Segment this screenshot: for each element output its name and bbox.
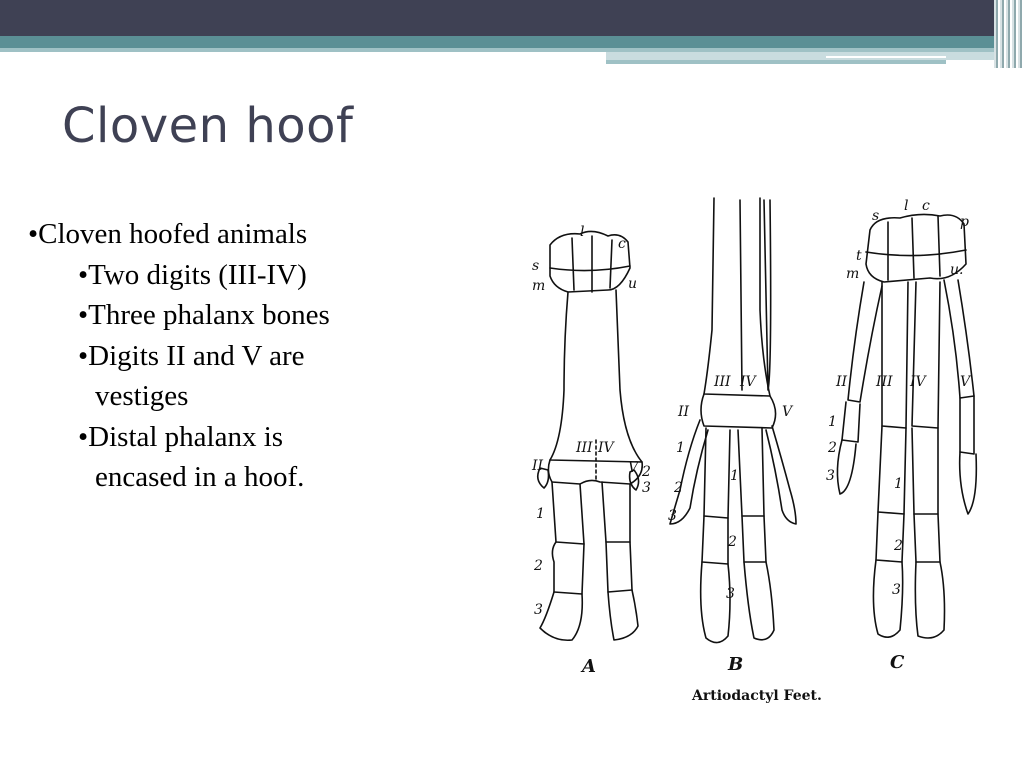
svg-text:c: c <box>618 236 626 252</box>
foot-a-drawing <box>538 231 643 640</box>
slide-title: Cloven hoof <box>62 98 354 154</box>
bullet-list <box>28 214 468 498</box>
svg-text:2: 2 <box>534 558 543 574</box>
svg-text:II: II <box>836 374 848 390</box>
bullet-item: •Distal phalanx is <box>78 420 284 453</box>
figure-caption: Artiodactyl Feet. <box>692 688 822 704</box>
svg-text:l: l <box>580 224 585 240</box>
svg-text:l: l <box>904 198 909 214</box>
svg-text:3: 3 <box>826 468 835 484</box>
panel-label-a: A <box>582 656 596 677</box>
panel-label-c: C <box>890 652 905 673</box>
svg-text:II: II <box>678 404 690 420</box>
header-accent-line <box>606 60 946 64</box>
svg-text:1: 1 <box>676 440 685 456</box>
header-corner-stripes <box>994 0 1024 68</box>
svg-text:u.: u. <box>950 262 964 278</box>
header-accent-highlight <box>826 56 946 58</box>
svg-text:3: 3 <box>726 586 735 602</box>
svg-text:3: 3 <box>892 582 901 598</box>
svg-text:1: 1 <box>730 468 739 484</box>
svg-text:3: 3 <box>668 508 677 524</box>
bullet-item: •Digits II and V are <box>78 339 305 372</box>
svg-text:3: 3 <box>642 480 651 496</box>
svg-text:2: 2 <box>894 538 903 554</box>
svg-text:s: s <box>872 208 880 224</box>
svg-text:V: V <box>628 460 639 476</box>
panel-label-b: B <box>728 654 744 675</box>
svg-text:2: 2 <box>728 534 737 550</box>
foot-b-drawing <box>670 198 796 643</box>
header-band <box>0 0 1024 36</box>
header-teal-stripe <box>0 36 1024 48</box>
svg-text:s: s <box>532 258 540 274</box>
bullet-continuation: encased in a hoof. <box>95 461 305 493</box>
svg-text:2: 2 <box>828 440 837 456</box>
svg-text:m: m <box>532 278 546 294</box>
svg-text:III: III <box>714 374 731 390</box>
feet-drawing <box>520 190 1020 710</box>
svg-text:c: c <box>922 198 930 214</box>
svg-text:IV: IV <box>740 374 756 390</box>
artiodactyl-feet-illustration <box>520 190 1020 710</box>
svg-text:V: V <box>782 404 793 420</box>
svg-text:1: 1 <box>828 414 837 430</box>
svg-text:m: m <box>846 266 860 282</box>
svg-text:3: 3 <box>534 602 543 618</box>
svg-text:III: III <box>576 440 593 456</box>
svg-text:u: u <box>628 276 638 292</box>
svg-text:p: p <box>960 214 969 230</box>
svg-text:1: 1 <box>536 506 545 522</box>
bullet-item: •Cloven hoofed animals <box>28 218 308 250</box>
svg-text:1: 1 <box>894 476 903 492</box>
svg-text:2: 2 <box>642 464 651 480</box>
bullet-continuation: vestiges <box>95 380 189 412</box>
svg-text:IV: IV <box>598 440 614 456</box>
bullet-item: •Three phalanx bones <box>78 299 330 331</box>
svg-text:V: V <box>960 374 971 390</box>
svg-text:II: II <box>532 458 544 474</box>
svg-text:III: III <box>876 374 893 390</box>
bullet-item: •Two digits (III-IV) <box>78 258 307 291</box>
svg-text:t: t <box>856 248 862 264</box>
svg-text:2: 2 <box>674 480 683 496</box>
header-accent-bar <box>606 52 1024 60</box>
svg-text:IV: IV <box>910 374 926 390</box>
